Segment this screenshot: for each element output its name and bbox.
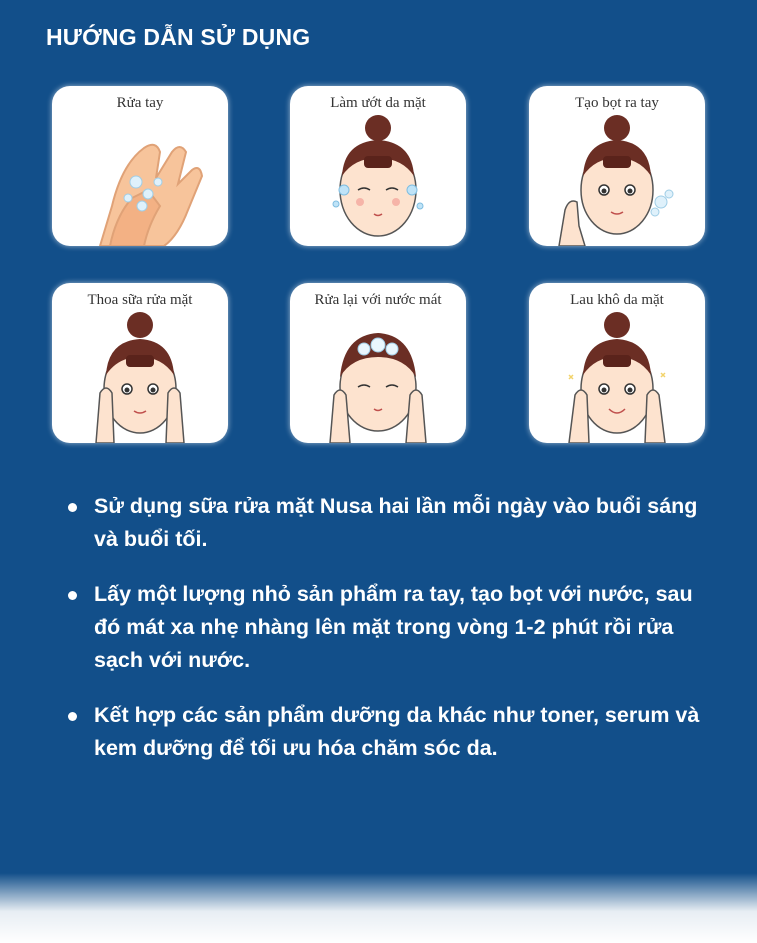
step-label: Rửa tay	[116, 95, 164, 111]
foam-hands-icon	[529, 86, 705, 246]
list-item	[68, 578, 708, 677]
apply-cleanser-icon	[52, 283, 228, 443]
bullet-icon	[68, 712, 77, 721]
wet-face-icon	[290, 86, 466, 246]
step-card-wash-hands	[52, 86, 228, 246]
step-label: Thoa sữa rửa mặt	[87, 292, 193, 308]
list-item-text: Sử dụng sữa rửa mặt Nusa hai lần mỗi ngày vào buổi sáng và buổi tối.	[94, 494, 698, 551]
rinse-face-icon	[290, 283, 466, 443]
list-item	[68, 699, 708, 765]
bullet-icon	[68, 503, 77, 512]
step-card-foam-hands	[529, 86, 705, 246]
page-title: HƯỚNG DẪN SỬ DỤNG	[46, 24, 311, 50]
step-label: Tạo bọt ra tay	[575, 95, 659, 111]
washing-hands-icon	[52, 86, 228, 246]
list-item-text: Lấy một lượng nhỏ sản phẩm ra tay, tạo bọt với nước, sau đó mát xa nhẹ nhàng lên mặt trong vòng 1-2 phút rồi rửa sạch với nước.	[94, 582, 693, 672]
bullet-icon	[68, 591, 77, 600]
list-item	[68, 490, 708, 556]
list-item-text: Kết hợp các sản phẩm dưỡng da khác như toner, serum và kem dưỡng để tối ưu hóa chăm sóc da.	[94, 703, 700, 760]
bottom-fade	[0, 873, 757, 943]
dry-face-icon	[529, 283, 705, 443]
step-label: Rửa lại với nước mát	[314, 292, 442, 308]
step-card-dry-face	[529, 283, 705, 443]
step-label: Lau khô da mặt	[570, 292, 664, 308]
step-card-wet-face	[290, 86, 466, 246]
step-label: Làm ướt da mặt	[330, 95, 426, 111]
usage-instructions-list	[68, 490, 708, 787]
step-card-apply-cleanser	[52, 283, 228, 443]
step-card-rinse-face	[290, 283, 466, 443]
